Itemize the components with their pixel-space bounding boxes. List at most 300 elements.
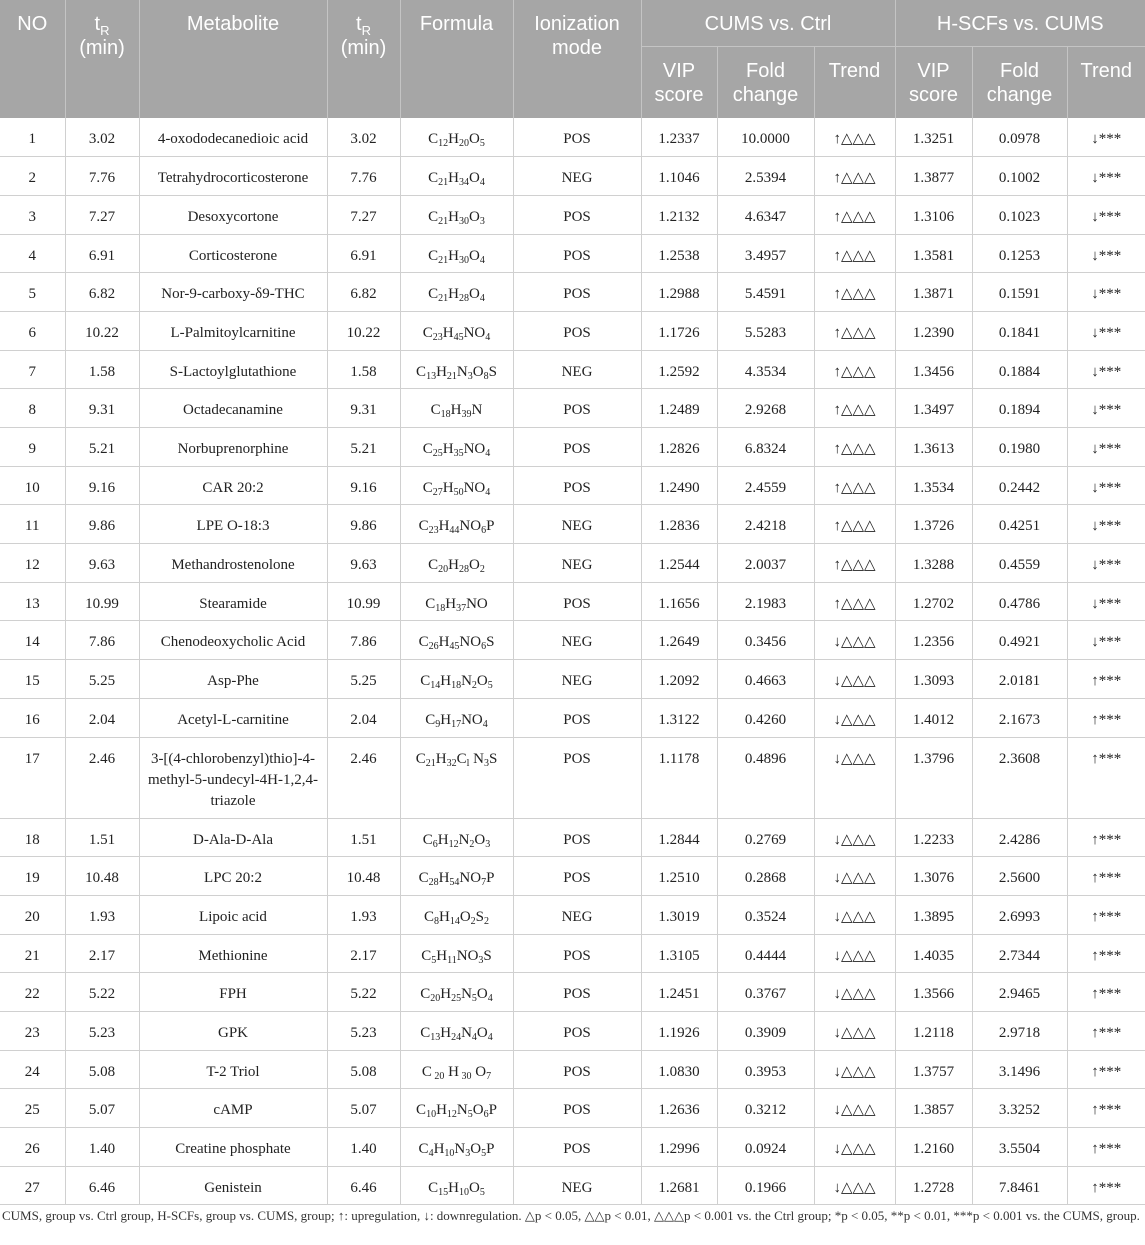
formula-subscript: 5 [487, 680, 493, 692]
table-row [0, 157, 1145, 196]
table-header [0, 0, 1145, 118]
cell-no: 22 [0, 973, 65, 1012]
cell-vip-score-2: 1.3877 [895, 157, 972, 196]
cell-trend-2: ↑*** [1067, 818, 1145, 857]
cell-vip-score-2: 1.3106 [895, 195, 972, 234]
cell-trend-2: ↑*** [1067, 895, 1145, 934]
header-tr-2 [327, 0, 400, 118]
formula-element: P [486, 518, 495, 535]
cell-tr-2: 6.91 [327, 234, 400, 273]
header-tr-sub: R [100, 23, 110, 38]
formula-element: O [459, 908, 471, 925]
formula-subscript: 12 [448, 838, 459, 850]
cell-ionization-mode: POS [513, 737, 641, 818]
cell-tr-2: 5.08 [327, 1050, 400, 1089]
formula-element: C [420, 986, 431, 1003]
formula-element: C [430, 402, 441, 419]
table-row [0, 273, 1145, 312]
table-row [0, 505, 1145, 544]
cell-tr: 2.17 [65, 934, 139, 973]
header-no: NO [0, 0, 65, 118]
formula-element: O [469, 208, 480, 225]
cell-tr-2: 10.99 [327, 582, 400, 621]
table-footnote: CUMS, group vs. Ctrl group, H-SCFs, group vs. CUMS, group; ↑: upregulation, ↓: downregulation. △p < 0.05, △△p < 0.01, △△△p < 0.001 vs. the Ctrl group; *p < 0.05, **p < 0.01, ***p < 0.001 vs. the CUMS, group. [2, 1208, 1140, 1223]
cell-trend-2: ↑*** [1067, 934, 1145, 973]
formula-subscript: 5 [481, 1148, 487, 1159]
table-row [0, 737, 1145, 818]
formula-subscript: 28 [428, 877, 439, 889]
cell-trend-2: ↑*** [1067, 698, 1145, 737]
cell-tr-2: 2.04 [327, 698, 400, 737]
cell-trend-1: ↑△△△ [814, 234, 895, 273]
formula-element: S [483, 947, 492, 964]
cell-vip-score-1: 1.2538 [641, 234, 717, 273]
cell-metabolite: Tetrahydrocorticosterone [139, 157, 327, 196]
cell-trend-1: ↑△△△ [814, 273, 895, 312]
cell-trend-2: ↑*** [1067, 1011, 1145, 1050]
formula-element: N [456, 363, 468, 380]
cell-trend-1: ↑△△△ [814, 195, 895, 234]
formula-element: H [448, 557, 459, 574]
formula-element: C [418, 870, 429, 887]
cell-metabolite: Methandrostenolone [139, 544, 327, 583]
cell-ionization-mode: POS [513, 1128, 641, 1167]
formula-subscript: 13 [426, 370, 437, 382]
cell-trend-2: ↓*** [1067, 195, 1145, 234]
cell-vip-score-1: 1.1178 [641, 737, 717, 818]
cell-tr-2: 5.07 [327, 1089, 400, 1128]
cell-trend-1: ↓△△△ [814, 1011, 895, 1050]
cell-tr-2: 9.63 [327, 544, 400, 583]
cell-fold-change-2: 0.1002 [972, 157, 1067, 196]
cell-trend-1: ↓△△△ [814, 1089, 895, 1128]
formula-element: O [476, 986, 488, 1003]
formula-subscript: 4 [479, 293, 485, 305]
cell-trend-1: ↑△△△ [814, 118, 895, 157]
cell-tr: 1.51 [65, 818, 139, 857]
cell-vip-score-2: 1.3757 [895, 1050, 972, 1089]
cell-vip-score-1: 1.2649 [641, 621, 717, 660]
formula-subscript: 18 [451, 680, 462, 692]
cell-trend-1: ↓△△△ [814, 660, 895, 699]
cell-fold-change-1: 0.3456 [717, 621, 814, 660]
cell-vip-score-2: 1.2160 [895, 1128, 972, 1167]
cell-fold-change-1: 2.4559 [717, 466, 814, 505]
cell-trend-1: ↓△△△ [814, 1128, 895, 1167]
cell-fold-change-2: 2.6993 [972, 895, 1067, 934]
cell-tr-2: 6.46 [327, 1166, 400, 1205]
cell-vip-score-2: 1.2702 [895, 582, 972, 621]
cell-no: 7 [0, 350, 65, 389]
cell-no: 20 [0, 895, 65, 934]
cell-formula [400, 1166, 513, 1205]
formula-subscript: 10 [444, 1148, 455, 1159]
header-vip-score-1: VIP score [641, 46, 717, 118]
formula-element: H [438, 518, 450, 535]
cell-tr: 10.48 [65, 857, 139, 896]
formula-subscript: 4 [485, 486, 491, 498]
table-row [0, 544, 1145, 583]
formula-element: S [475, 908, 485, 925]
cell-trend-2: ↓*** [1067, 582, 1145, 621]
formula-element: H [448, 286, 459, 303]
cell-trend-2: ↓*** [1067, 389, 1145, 428]
cell-formula [400, 389, 513, 428]
formula-element: C [456, 750, 467, 767]
table-row [0, 660, 1145, 699]
cell-no: 9 [0, 428, 65, 467]
formula-element: O [476, 1024, 488, 1041]
cell-vip-score-1: 1.2996 [641, 1128, 717, 1167]
formula-subscript: 15 [438, 1186, 449, 1198]
formula-subscript: 18 [440, 409, 451, 421]
cell-trend-1: ↓△△△ [814, 934, 895, 973]
cell-no: 16 [0, 698, 65, 737]
cell-no: 18 [0, 818, 65, 857]
cell-ionization-mode: POS [513, 195, 641, 234]
cell-fold-change-1: 0.3767 [717, 973, 814, 1012]
formula-subscript: l [466, 757, 470, 769]
formula-element: NO [466, 595, 488, 612]
header-metabolite: Metabolite [139, 0, 327, 118]
cell-ionization-mode: POS [513, 466, 641, 505]
formula-element: NO [463, 479, 486, 496]
cell-metabolite: Desoxycortone [139, 195, 327, 234]
table-row [0, 973, 1145, 1012]
cell-vip-score-1: 1.2636 [641, 1089, 717, 1128]
formula-element: NO [461, 711, 483, 728]
table-row [0, 1166, 1145, 1205]
cell-metabolite: D-Ala-D-Ala [139, 818, 327, 857]
cell-vip-score-1: 1.2092 [641, 660, 717, 699]
cell-metabolite: Methionine [139, 934, 327, 973]
cell-vip-score-1: 1.2592 [641, 350, 717, 389]
cell-vip-score-2: 1.4012 [895, 698, 972, 737]
formula-element: S [488, 750, 498, 767]
formula-element: O [469, 131, 480, 147]
cell-tr: 10.99 [65, 582, 139, 621]
formula-subscript: 9 [435, 718, 441, 730]
formula-subscript: 14 [449, 915, 460, 927]
cell-tr-2: 3.02 [327, 118, 400, 157]
formula-element: H [433, 1141, 445, 1157]
formula-subscript: 50 [453, 486, 464, 498]
formula-element: C [420, 1024, 431, 1041]
formula-subscript: 2 [484, 915, 490, 927]
cell-tr: 2.46 [65, 737, 139, 818]
formula-subscript: 21 [438, 254, 449, 266]
formula-subscript: 4 [482, 718, 488, 730]
cell-formula [400, 698, 513, 737]
formula-subscript: 12 [438, 138, 449, 149]
cell-vip-score-2: 1.3497 [895, 389, 972, 428]
cell-fold-change-1: 2.4218 [717, 505, 814, 544]
table-row [0, 428, 1145, 467]
formula-element: H [448, 170, 459, 187]
formula-element: NO [459, 870, 482, 887]
table-row [0, 621, 1145, 660]
cell-trend-1: ↓△△△ [814, 1166, 895, 1205]
cell-no: 27 [0, 1166, 65, 1205]
formula-subscript: 35 [453, 448, 464, 459]
formula-element: O [474, 831, 486, 848]
formula-subscript: 45 [449, 641, 460, 653]
formula-element: H [448, 247, 459, 264]
table-row [0, 350, 1145, 389]
cell-formula [400, 1128, 513, 1167]
cell-formula [400, 505, 513, 544]
formula-subscript: 4 [487, 993, 493, 1005]
formula-subscript: 27 [432, 486, 443, 498]
cell-no: 11 [0, 505, 65, 544]
table-row [0, 1089, 1145, 1128]
formula-element: H [440, 986, 452, 1003]
cell-vip-score-2: 1.2118 [895, 1011, 972, 1050]
table-row [0, 934, 1145, 973]
cell-fold-change-2: 3.5504 [972, 1128, 1067, 1167]
formula-element: H [450, 402, 462, 419]
cell-no: 6 [0, 311, 65, 350]
formula-subscript: 4 [479, 254, 485, 266]
cell-tr-2: 6.82 [327, 273, 400, 312]
formula-element: N [456, 1102, 468, 1119]
formula-element: O [472, 1102, 484, 1119]
header-tr-main: t [94, 13, 101, 35]
formula-subscript: 44 [449, 525, 460, 537]
cell-vip-score-1: 1.2826 [641, 428, 717, 467]
cell-fold-change-2: 0.0978 [972, 118, 1067, 157]
cell-trend-2: ↓*** [1067, 466, 1145, 505]
formula-element: NO [459, 634, 482, 651]
cell-ionization-mode: NEG [513, 350, 641, 389]
cell-fold-change-1: 0.3909 [717, 1011, 814, 1050]
cell-tr-2: 1.40 [327, 1128, 400, 1167]
cell-trend-1: ↓△△△ [814, 895, 895, 934]
cell-fold-change-1: 0.4663 [717, 660, 814, 699]
formula-subscript: 24 [451, 1031, 462, 1043]
cell-no: 8 [0, 389, 65, 428]
formula-element: C [418, 634, 429, 651]
cell-trend-1: ↑△△△ [814, 350, 895, 389]
formula-element: N [454, 1141, 466, 1157]
formula-subscript: 2 [470, 915, 476, 927]
formula-element: O [469, 1179, 480, 1196]
cell-formula [400, 1011, 513, 1050]
formula-subscript: 12 [446, 1109, 457, 1121]
formula-subscript: 34 [459, 177, 469, 189]
cell-trend-2: ↓*** [1067, 350, 1145, 389]
cell-ionization-mode: NEG [513, 157, 641, 196]
cell-formula [400, 660, 513, 699]
cell-ionization-mode: POS [513, 973, 641, 1012]
cell-ionization-mode: POS [513, 311, 641, 350]
cell-fold-change-2: 2.9718 [972, 1011, 1067, 1050]
formula-subscript: 20 [459, 138, 469, 149]
formula-element: H [448, 131, 459, 147]
cell-no: 5 [0, 273, 65, 312]
cell-trend-2: ↓*** [1067, 273, 1145, 312]
formula-subscript: 5 [467, 1109, 473, 1121]
header-group-hscfs-vs-cums: H-SCFs vs. CUMS [895, 0, 1145, 46]
cell-fold-change-2: 2.0181 [972, 660, 1067, 699]
cell-tr: 9.86 [65, 505, 139, 544]
cell-tr: 9.63 [65, 544, 139, 583]
cell-vip-score-1: 1.2988 [641, 273, 717, 312]
formula-element: H [436, 947, 448, 964]
cell-fold-change-2: 2.9465 [972, 973, 1067, 1012]
cell-vip-score-1: 1.2337 [641, 118, 717, 157]
formula-subscript: 4 [485, 331, 491, 343]
cell-fold-change-1: 0.2868 [717, 857, 814, 896]
formula-subscript: 8 [483, 370, 489, 382]
formula-element: C [418, 1141, 429, 1157]
cell-formula [400, 582, 513, 621]
cell-trend-2: ↑*** [1067, 1089, 1145, 1128]
formula-element: C [423, 908, 434, 925]
cell-tr: 9.16 [65, 466, 139, 505]
cell-metabolite: Corticosterone [139, 234, 327, 273]
formula-element: C [422, 831, 433, 848]
cell-vip-score-1: 1.2490 [641, 466, 717, 505]
formula-element: H [436, 363, 447, 380]
cell-fold-change-1: 0.0924 [717, 1128, 814, 1167]
formula-subscript: 4 [471, 1031, 477, 1043]
cell-formula [400, 1089, 513, 1128]
cell-tr-2: 7.76 [327, 157, 400, 196]
formula-subscript: 4 [428, 1148, 434, 1159]
cell-metabolite: LPE O-18:3 [139, 505, 327, 544]
header-ionization-mode: Ionization mode [513, 0, 641, 118]
formula-subscript: 5 [479, 1186, 485, 1198]
cell-tr: 5.21 [65, 428, 139, 467]
cell-no: 2 [0, 157, 65, 196]
formula-element: N [461, 1024, 472, 1041]
formula-element: C [428, 286, 439, 303]
cell-formula [400, 973, 513, 1012]
cell-fold-change-1: 4.6347 [717, 195, 814, 234]
cell-no: 25 [0, 1089, 65, 1128]
cell-trend-1: ↑△△△ [814, 428, 895, 467]
cell-trend-1: ↑△△△ [814, 544, 895, 583]
formula-subscript: 7 [486, 1070, 492, 1082]
formula-element: H [440, 1024, 452, 1041]
cell-trend-1: ↑△△△ [814, 311, 895, 350]
formula-element: C [418, 518, 429, 535]
formula-subscript: 18 [435, 602, 446, 614]
table-row [0, 1050, 1145, 1089]
cell-fold-change-2: 0.1841 [972, 311, 1067, 350]
cell-no: 1 [0, 118, 65, 157]
cell-metabolite: Creatine phosphate [139, 1128, 327, 1167]
cell-tr: 1.93 [65, 895, 139, 934]
cell-vip-score-1: 1.2132 [641, 195, 717, 234]
cell-vip-score-1: 1.2510 [641, 857, 717, 896]
formula-subscript: 3 [465, 1148, 471, 1159]
cell-fold-change-2: 0.1884 [972, 350, 1067, 389]
cell-no: 12 [0, 544, 65, 583]
cell-fold-change-1: 2.5394 [717, 157, 814, 196]
cell-fold-change-2: 2.5600 [972, 857, 1067, 896]
cell-tr: 3.02 [65, 118, 139, 157]
cell-vip-score-2: 1.3613 [895, 428, 972, 467]
formula-element: H [435, 750, 447, 767]
cell-trend-1: ↓△△△ [814, 698, 895, 737]
cell-trend-2: ↑*** [1067, 1166, 1145, 1205]
cell-vip-score-1: 1.2844 [641, 818, 717, 857]
formula-subscript: 3 [479, 215, 485, 227]
cell-metabolite: Lipoic acid [139, 895, 327, 934]
cell-fold-change-2: 2.3608 [972, 737, 1067, 818]
cell-fold-change-2: 7.8461 [972, 1166, 1067, 1205]
cell-tr: 7.76 [65, 157, 139, 196]
cell-tr: 7.86 [65, 621, 139, 660]
formula-subscript: 39 [461, 409, 472, 421]
formula-element: NO [459, 518, 482, 535]
cell-fold-change-2: 2.1673 [972, 698, 1067, 737]
formula-element: C [428, 557, 439, 574]
cell-metabolite: S-Lactoylglutathione [139, 350, 327, 389]
cell-vip-score-2: 1.3456 [895, 350, 972, 389]
formula-subscript: 6 [483, 1109, 489, 1121]
cell-vip-score-2: 1.3093 [895, 660, 972, 699]
cell-trend-2: ↓*** [1067, 428, 1145, 467]
formula-subscript: 20 [438, 564, 449, 576]
formula-element: H [448, 1179, 459, 1196]
cell-fold-change-2: 0.4786 [972, 582, 1067, 621]
cell-trend-2: ↑*** [1067, 973, 1145, 1012]
cell-no: 24 [0, 1050, 65, 1089]
formula-subscript: 21 [438, 215, 449, 227]
header-group-cums-vs-ctrl: CUMS vs. Ctrl [641, 0, 895, 46]
formula-element: P [486, 1141, 495, 1157]
table-row [0, 582, 1145, 621]
cell-formula [400, 895, 513, 934]
formula-subscript: 3 [483, 757, 489, 769]
cell-tr: 5.23 [65, 1011, 139, 1050]
cell-metabolite: Asp-Phe [139, 660, 327, 699]
cell-fold-change-1: 5.5283 [717, 311, 814, 350]
formula-element: C [420, 673, 431, 690]
formula-subscript: 28 [459, 293, 469, 305]
cell-formula [400, 428, 513, 467]
formula-element: H [448, 208, 459, 225]
formula-element: O [476, 673, 488, 690]
table-row [0, 818, 1145, 857]
cell-trend-2: ↑*** [1067, 660, 1145, 699]
cell-ionization-mode: POS [513, 934, 641, 973]
formula-element: H [438, 908, 450, 925]
cell-metabolite: T-2 Triol [139, 1050, 327, 1089]
cell-fold-change-2: 0.1894 [972, 389, 1067, 428]
cell-vip-score-1: 1.3105 [641, 934, 717, 973]
cell-trend-2: ↑*** [1067, 1128, 1145, 1167]
cell-trend-1: ↓△△△ [814, 621, 895, 660]
table-row [0, 1011, 1145, 1050]
formula-subscript: 30 [459, 254, 469, 266]
formula-subscript: 17 [451, 718, 462, 730]
cell-vip-score-1: 1.2544 [641, 544, 717, 583]
cell-metabolite: 4-oxododecanedioic acid [139, 118, 327, 157]
cell-tr: 5.07 [65, 1089, 139, 1128]
table-row [0, 1128, 1145, 1167]
header-trend-1: Trend [814, 46, 895, 118]
cell-trend-1: ↓△△△ [814, 973, 895, 1012]
formula-element: O [471, 1063, 487, 1080]
formula-element: P [486, 870, 495, 887]
cell-tr-2: 9.16 [327, 466, 400, 505]
cell-formula [400, 1050, 513, 1089]
formula-subscript: 2 [479, 564, 485, 576]
